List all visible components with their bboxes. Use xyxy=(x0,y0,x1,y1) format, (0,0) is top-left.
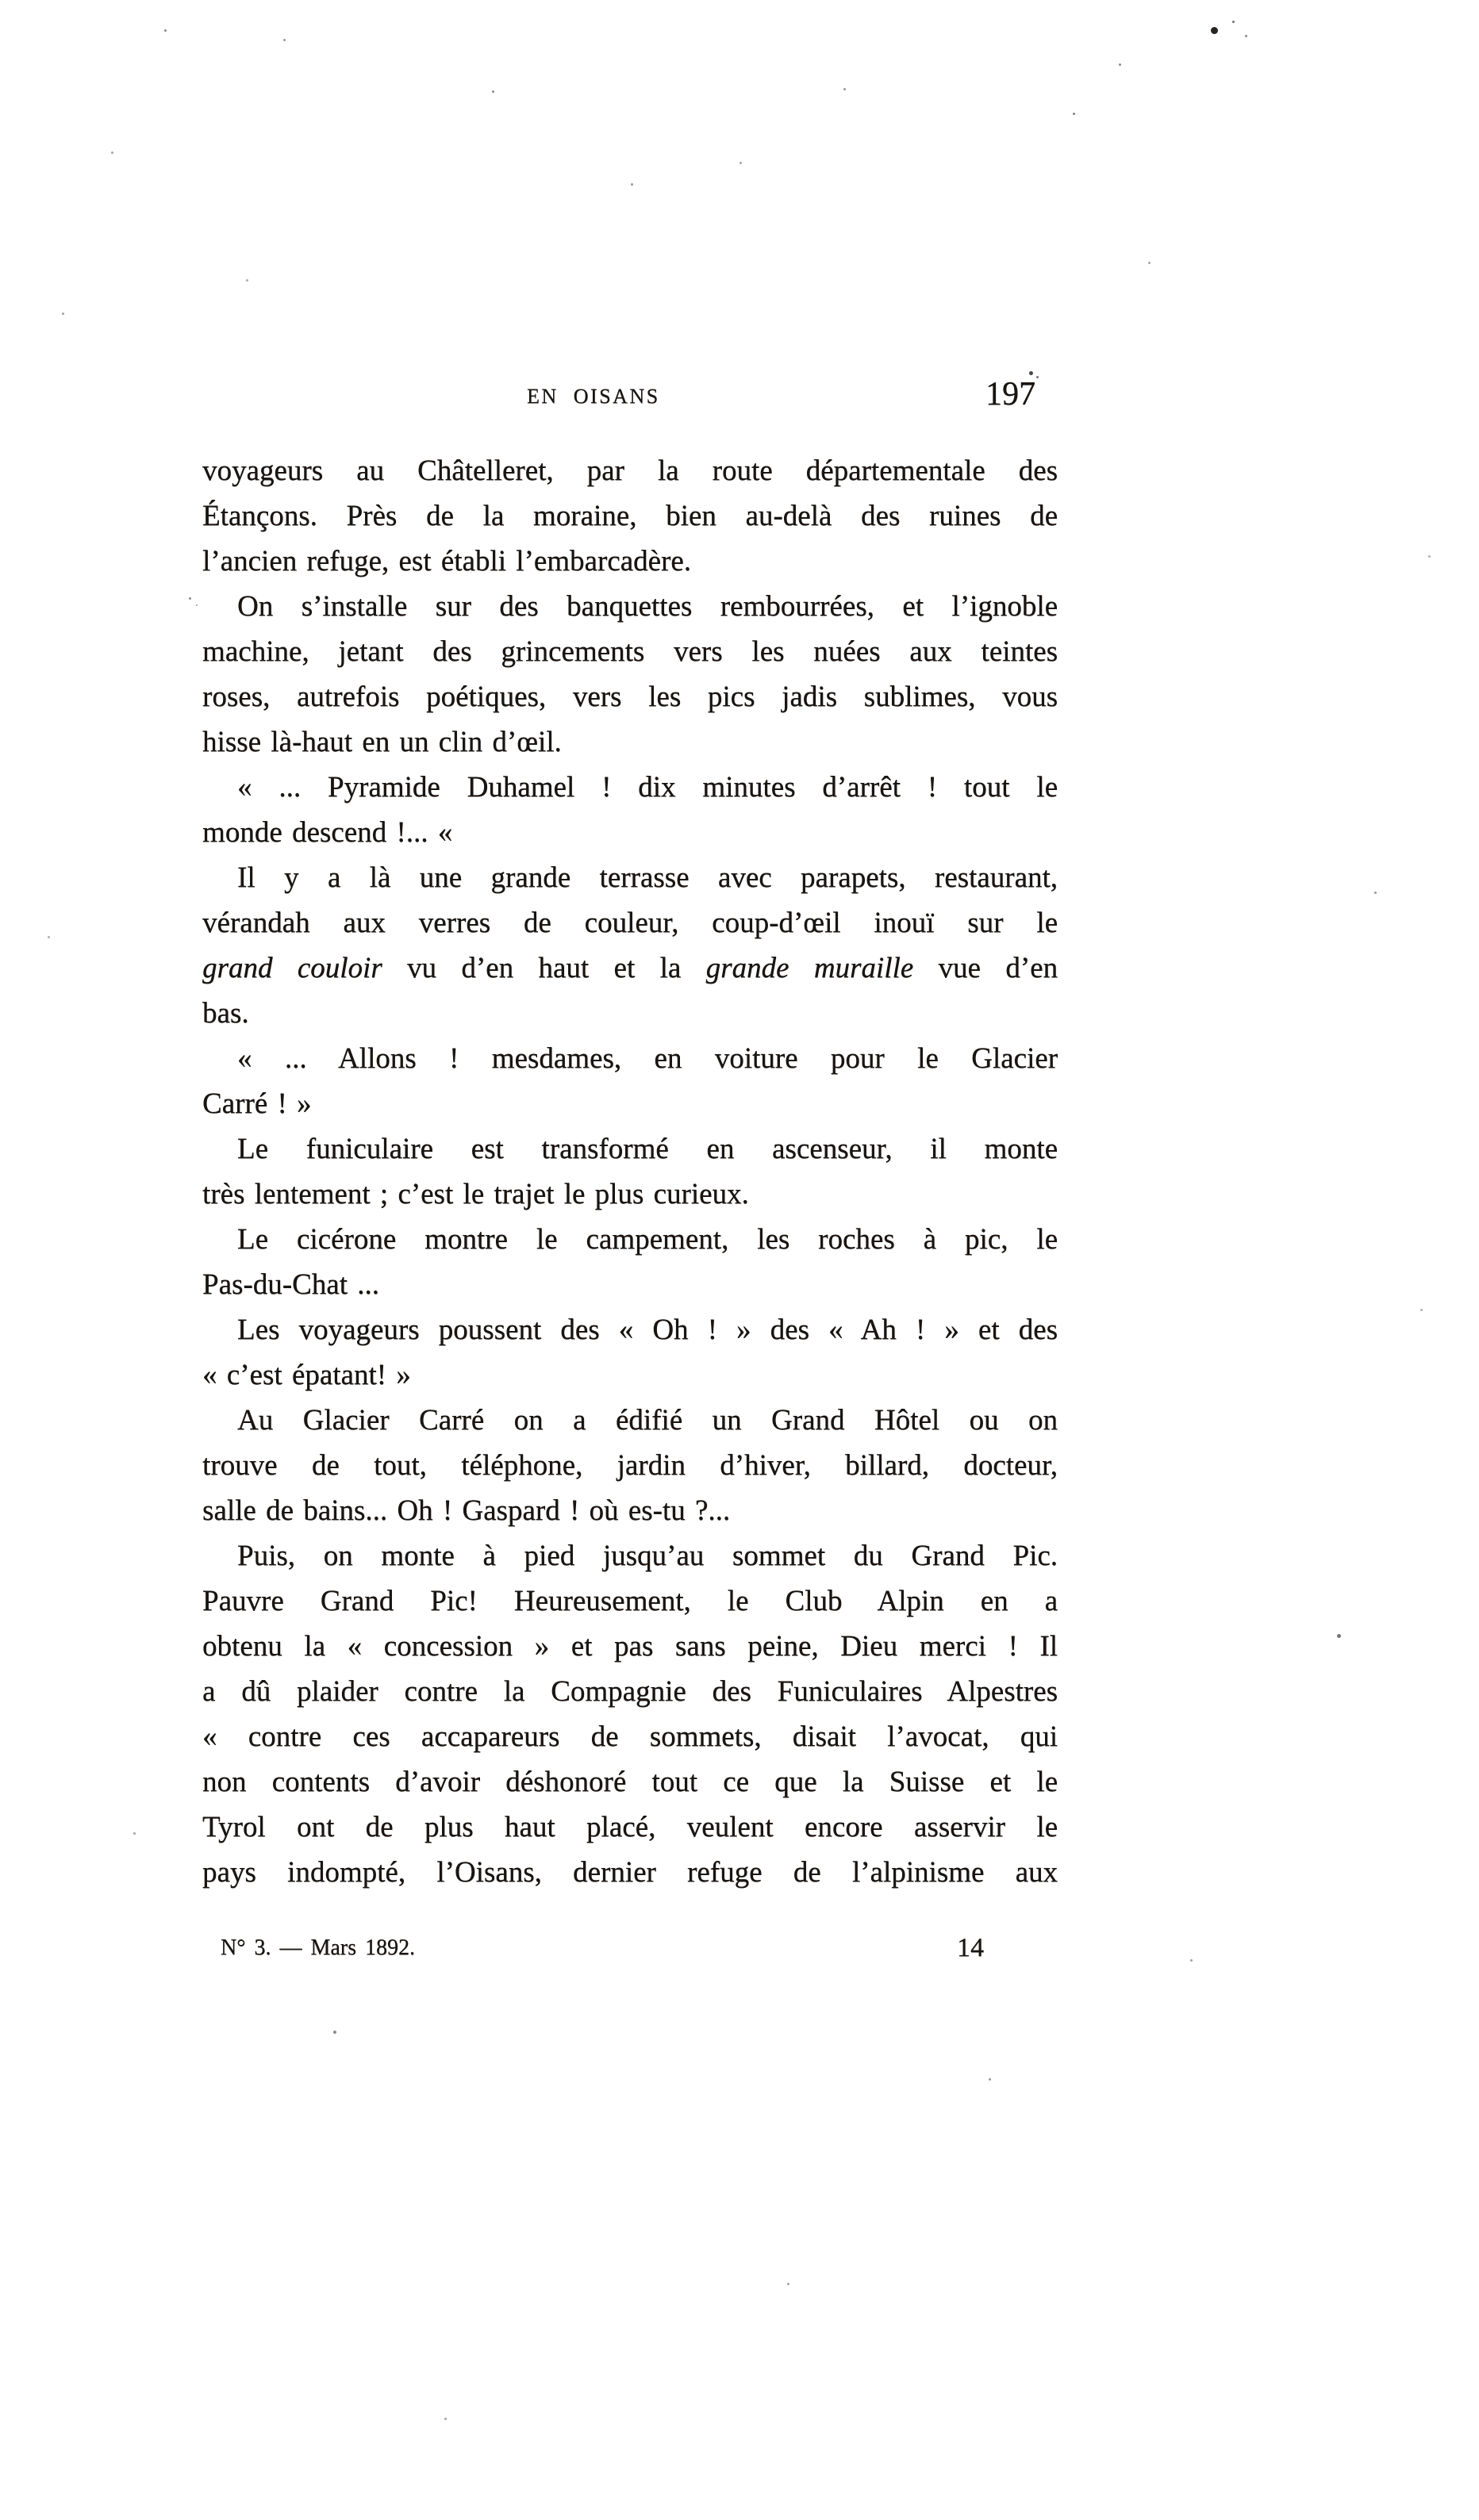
text-line xyxy=(202,991,1058,1036)
scan-speck xyxy=(196,604,198,606)
text-line xyxy=(202,448,1058,493)
scan-speck xyxy=(62,313,64,315)
scan-speck xyxy=(48,936,50,938)
text-line xyxy=(202,584,1058,629)
scan-speck xyxy=(111,152,113,154)
text-line xyxy=(202,1352,1058,1398)
text-line xyxy=(202,1578,1058,1624)
text-line xyxy=(202,629,1058,674)
scan-speck xyxy=(164,29,167,32)
scan-speck xyxy=(189,597,191,600)
text-segment: Les voyageurs poussent des « Oh ! » des « Ah ! » et des xyxy=(237,1314,1058,1346)
text-line xyxy=(202,1262,1058,1307)
text-segment: « ... Pyramide Duhamel ! dix minutes d’arrêt ! tout le xyxy=(237,771,1058,804)
scan-speck xyxy=(133,1832,136,1835)
scan-speck xyxy=(631,183,633,186)
body-text-column xyxy=(202,448,1058,1895)
scan-speck xyxy=(1245,35,1247,37)
scan-speck xyxy=(1148,262,1151,264)
text-line xyxy=(202,1126,1058,1172)
text-line xyxy=(202,1398,1058,1443)
scan-speck xyxy=(989,2078,991,2081)
text-segment: obtenu la « concession » et pas sans peine, Dieu merci ! Il xyxy=(202,1630,1058,1663)
running-title: EN OISANS xyxy=(527,385,660,408)
text-line xyxy=(202,810,1058,855)
text-segment: très lentement ; c’est le trajet le plus curieux. xyxy=(202,1178,749,1210)
text-segment: pays indompté, l’Oisans, dernier refuge de l’alpinisme aux xyxy=(202,1856,1058,1889)
text-line xyxy=(202,1533,1058,1578)
text-segment: machine, jetant des grincements vers les nuées aux teintes xyxy=(202,635,1058,668)
scan-speck xyxy=(740,162,742,164)
text-line xyxy=(202,719,1058,765)
text-line xyxy=(202,674,1058,719)
text-line xyxy=(202,1714,1058,1759)
text-line xyxy=(202,1669,1058,1714)
text-line xyxy=(202,1624,1058,1669)
text-line xyxy=(202,493,1058,539)
text-segment: On s’installe sur des banquettes rembourrées, et l’ignoble xyxy=(237,590,1058,623)
text-segment: voyageurs au Châtelleret, par la route départementale des xyxy=(202,455,1058,487)
text-line xyxy=(202,1307,1058,1352)
text-line xyxy=(202,1443,1058,1488)
text-line xyxy=(202,1759,1058,1805)
italic-text-segment: grande muraille xyxy=(705,952,914,984)
scan-speck xyxy=(492,90,494,93)
footer-issue-date: N° 3. — Mars 1892. xyxy=(221,1935,415,1960)
text-line xyxy=(202,900,1058,945)
scan-speck xyxy=(1036,376,1039,378)
scan-speck xyxy=(1029,371,1033,375)
scan-speck xyxy=(1428,555,1431,558)
text-segment: salle de bains... Oh ! Gaspard ! où es-tu ?... xyxy=(202,1494,731,1527)
italic-text-segment: grand couloir xyxy=(202,952,382,984)
scan-speck xyxy=(246,279,248,282)
scan-speck xyxy=(1420,1309,1423,1311)
text-segment: hisse là-haut en un clin d’œil. xyxy=(202,726,562,758)
scan-speck xyxy=(1190,1959,1193,1962)
text-segment: vue d’en xyxy=(913,952,1058,984)
text-segment: « contre ces accapareurs de sommets, disait l’avocat, qui xyxy=(202,1720,1058,1753)
text-segment: Pauvre Grand Pic! Heureusement, le Club Alpin en a xyxy=(202,1585,1058,1617)
text-segment: Tyrol ont de plus haut placé, veulent encore asservir le xyxy=(202,1811,1058,1843)
text-segment: non contents d’avoir déshonoré tout ce que la Suisse et le xyxy=(202,1766,1058,1798)
text-line xyxy=(202,539,1058,584)
scan-speck xyxy=(787,2283,789,2285)
scan-speck xyxy=(1232,21,1235,23)
page-number: 197 xyxy=(985,376,1035,412)
scan-speck xyxy=(843,88,846,90)
text-line xyxy=(202,1805,1058,1850)
scan-speck xyxy=(333,2031,336,2034)
footer-signature-number: 14 xyxy=(957,1933,984,1962)
text-segment: a dû plaider contre la Compagnie des Funiculaires Alpestres xyxy=(202,1675,1058,1708)
text-line xyxy=(202,1850,1058,1895)
scan-speck xyxy=(1374,892,1377,894)
scan-speck xyxy=(283,39,286,41)
text-line xyxy=(202,945,1058,991)
text-segment: Au Glacier Carré on a édifié un Grand Hôtel ou on xyxy=(237,1404,1058,1436)
scan-speck xyxy=(1211,27,1218,34)
text-segment: Il y a là une grande terrasse avec parapets, restaurant, xyxy=(237,861,1058,894)
scan-speck xyxy=(444,2418,447,2420)
scan-speck xyxy=(1337,1634,1341,1638)
text-line xyxy=(202,1081,1058,1126)
text-line xyxy=(202,1036,1058,1081)
scan-speck xyxy=(1119,63,1121,66)
text-segment: Étançons. Près de la moraine, bien au-delà des ruines de xyxy=(202,500,1058,532)
text-segment: trouve de tout, téléphone, jardin d’hiver, billard, docteur, xyxy=(202,1449,1058,1482)
text-segment: Le funiculaire est transformé en ascenseur, il monte xyxy=(237,1133,1058,1165)
text-segment: l’ancien refuge, est établi l’embarcadère. xyxy=(202,545,691,577)
text-segment: Le cicérone montre le campement, les roches à pic, le xyxy=(237,1223,1058,1256)
text-segment: Puis, on monte à pied jusqu’au sommet du Grand Pic. xyxy=(237,1540,1058,1572)
text-line xyxy=(202,765,1058,810)
scan-speck xyxy=(1073,113,1075,115)
text-segment: vu d’en haut et la xyxy=(382,952,706,984)
text-segment: Pas-du-Chat ... xyxy=(202,1268,379,1301)
text-segment: bas. xyxy=(202,997,249,1030)
text-segment: vérandah aux verres de couleur, coup-d’œil inouï sur le xyxy=(202,907,1058,939)
text-segment: « c’est épatant! » xyxy=(202,1359,411,1391)
text-segment: Carré ! » xyxy=(202,1087,312,1120)
text-line xyxy=(202,1488,1058,1533)
text-line xyxy=(202,1172,1058,1217)
text-line xyxy=(202,1217,1058,1262)
text-line xyxy=(202,855,1058,900)
text-segment: « ... Allons ! mesdames, en voiture pour le Glacier xyxy=(237,1042,1058,1075)
text-segment: monde descend !... « xyxy=(202,816,453,849)
text-segment: roses, autrefois poétiques, vers les pics jadis sublimes, vous xyxy=(202,681,1058,713)
